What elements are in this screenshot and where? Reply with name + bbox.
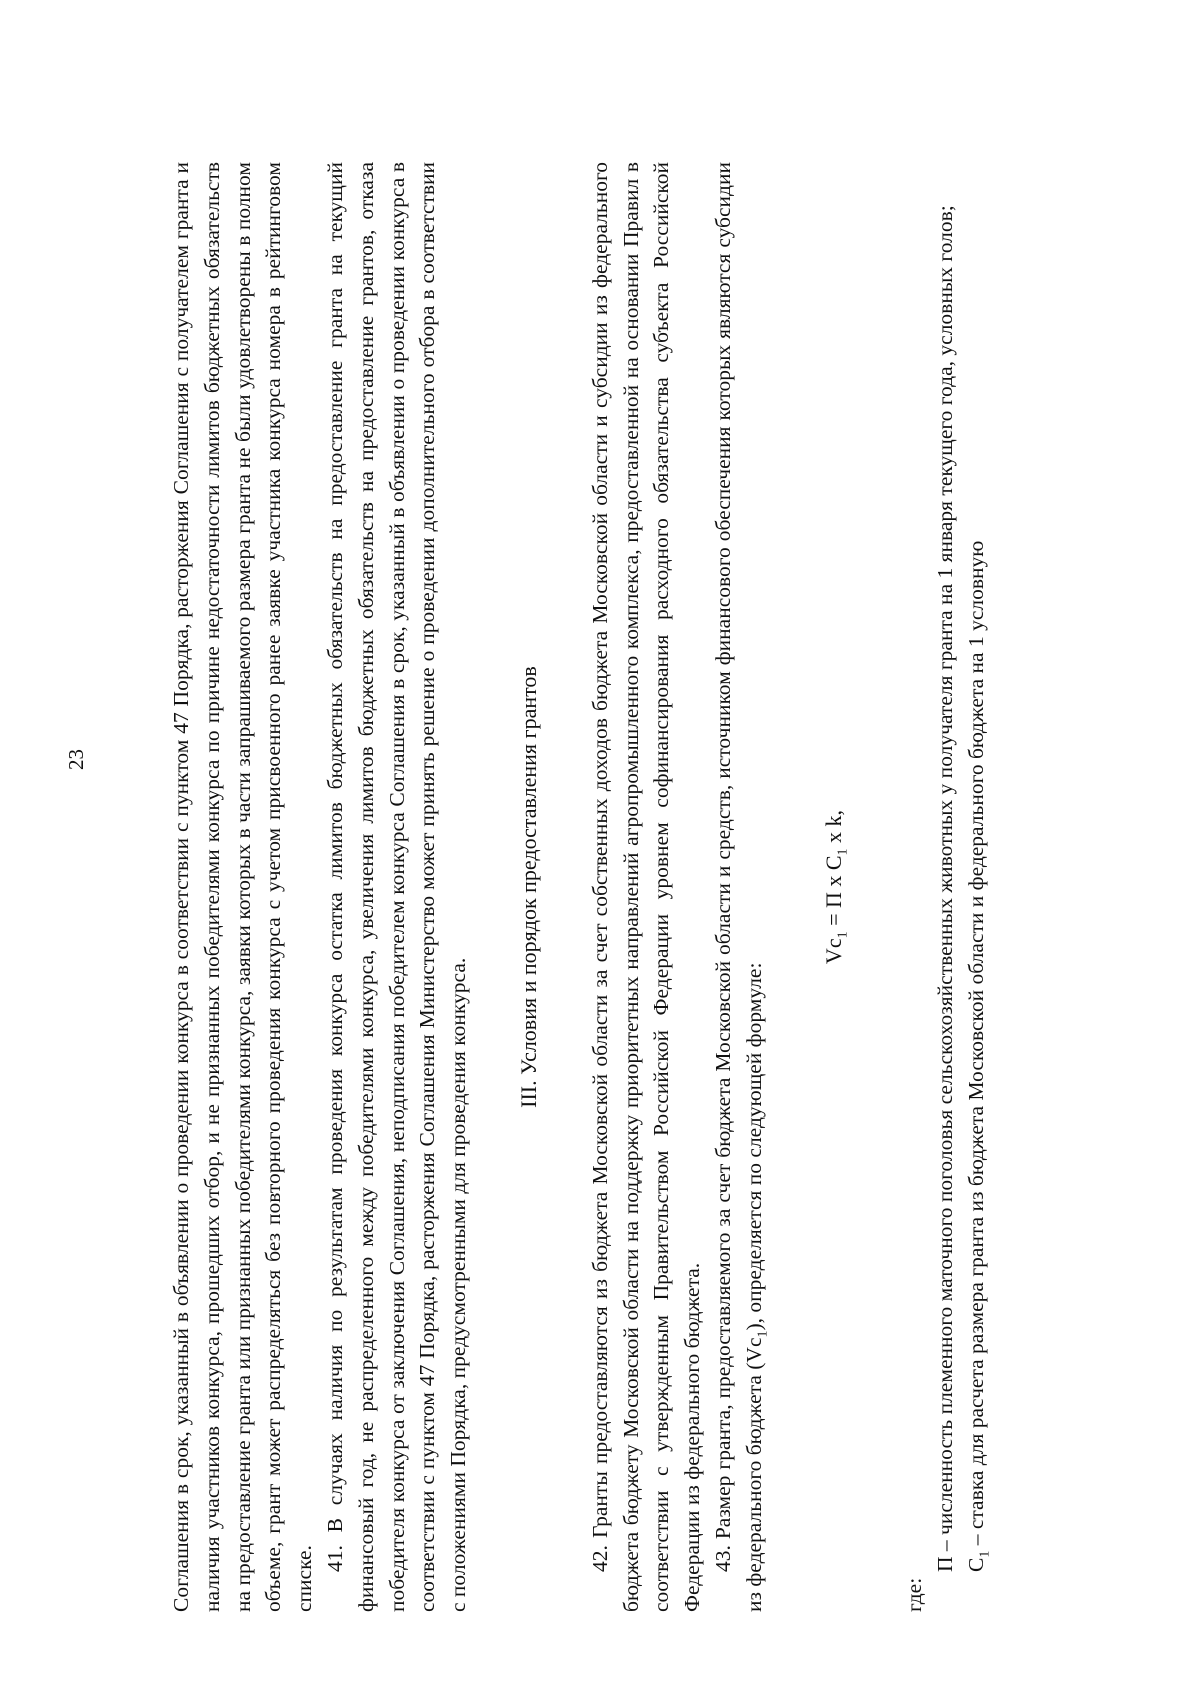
- formula-lhs: Vc: [820, 938, 846, 965]
- formula-middle: = П x C: [820, 855, 846, 932]
- page-number: 23: [64, 749, 88, 770]
- paragraph-43-text: 43. Размер гранта, предоставляемого за счет бюджета Московской области и средств, источником финансового обеспечения которых являются субсидии из федерального бюджета (Vc: [710, 162, 766, 1612]
- paragraph-43-end: ), определяется по следующей формуле:: [741, 962, 766, 1331]
- definition-p: П – численность племенного маточного поголовья сельскохозяйственных животных у получателя гранта на 1 января текущего года, условных голов;: [932, 205, 957, 1572]
- definition-c1-subscript: 1: [976, 1550, 992, 1558]
- definition-c1: [961, 162, 1001, 1612]
- paragraph-41: 41. В случаях наличия по результатам проведения конкурса остатка лимитов бюджетных обязательств на предоставление гранта на текущий финансовый год, не распределенного между победителями конкурса, увеличения лимитов бюджетных обязательств на предоставление грантов, отказа победителя конкурса от заключения Соглашения, неподписания победителем конкурса Соглашения в срок, указанный в объявлении о проведении конкурса в соответствии с пунктом 47 Порядка, расторжения Соглашения Министерство может принять решение о проведении дополнительного отбора в соответствии с положениями Порядка, предусмотренными для проведения конкурса.: [322, 162, 471, 1612]
- formula: [819, 162, 859, 1612]
- where-label: где:: [902, 1577, 927, 1612]
- rotated-text-block: [64, 162, 1066, 1612]
- definition-c1-label: C: [963, 1557, 988, 1572]
- definition-c1-text: – ставка для расчета размера гранта из бюджета Московской области и федерального бюджета на 1 условную: [963, 540, 988, 1551]
- paragraph-42: 42. Гранты предоставляются из бюджета Московской области за счет собственных доходов бюджета Московской области и субсидии из федерального бюджета бюджету Московской области на поддержку приоритетных направлений агропромышленного комплекса, предоставленной на основании Правил в соответствии с утвержденным Правительством Российской Федерации уровнем софинансирования расходного обязательства субъекта Российской Федерации из федерального бюджета.: [587, 162, 705, 1612]
- formula-end: x k,: [820, 809, 846, 849]
- section-heading: III. Условия и порядок предоставления грантов: [515, 666, 541, 1108]
- paragraph-43: [708, 162, 779, 1612]
- paragraph-43-subscript: 1: [755, 1330, 771, 1338]
- paragraph-40-continuation: Соглашения в срок, указанный в объявлении о проведении конкурса в соответствии с пунктом 47 Порядка, расторжения Соглашения с получателем гранта и наличия участников конкурса, прошедших отбор, и не признанных победителями конкурса по причине недостаточности лимитов бюджетных обязательств на предоставление гранта или признанных победителями конкурса, заявки которых в части запрашиваемого размера гранта не были удовлетворены в полном объеме, грант может распределяться без повторного проведения конкурса с учетом присвоенного ранее заявке участника конкурса номера в рейтинговом списке.: [169, 162, 317, 1612]
- formula-lhs-subscript: 1: [835, 931, 851, 939]
- formula-middle-subscript: 1: [835, 848, 851, 856]
